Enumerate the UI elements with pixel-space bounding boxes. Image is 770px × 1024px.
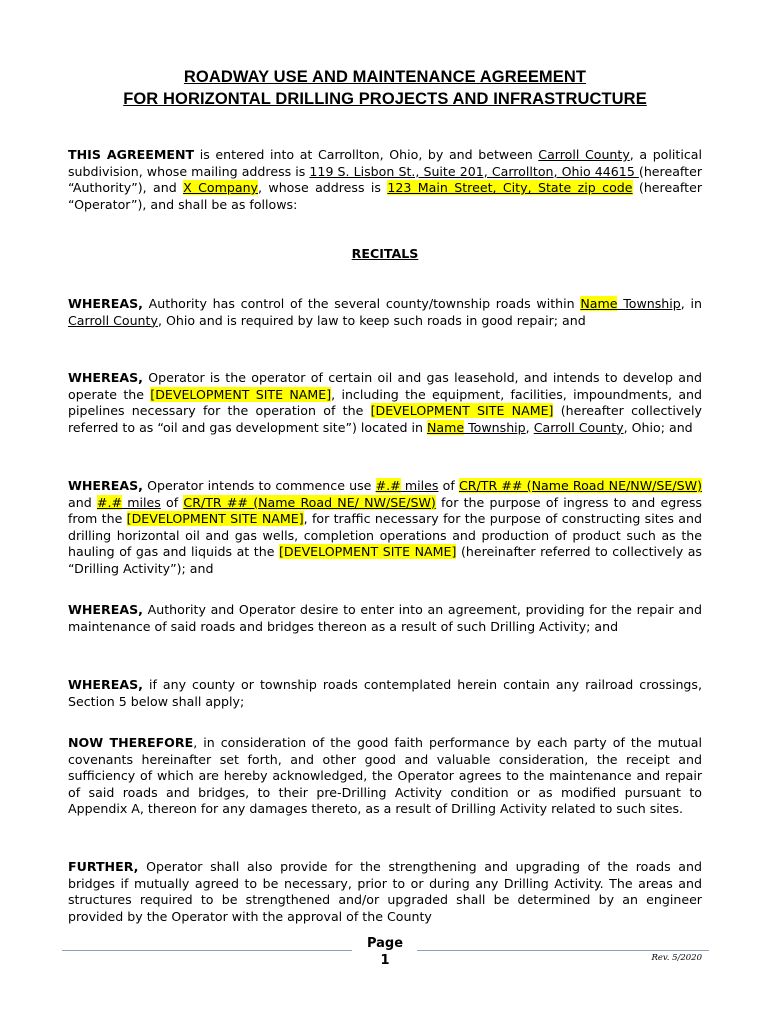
now-therefore-paragraph: NOW THEREFORE, in consideration of the good faith performance by each party of the mutual covenants hereinafter set forth, and other good and valuable consideration, the receipt and sufficiency of which are hereby acknowledged, the Operator agrees to the maintenance and repair of said roads and bridges, to their pre-Drilling Activity condition or as modified pursuant to Appendix A, thereon for any damages thereto, as a result of Drilling Activity related to such sites. (68, 735, 702, 817)
company-name-field: X Company (183, 180, 259, 196)
revision-label: Rev. 5/2020 (651, 953, 702, 963)
further-paragraph: FURTHER, Operator shall also provide for the strengthening and upgrading of the roads and bridges if mutually agreed to be necessary, prior to or during any Drilling Activity. The areas and structures required to be strengthened and/or upgraded shall be determined by an engineer provided by the Operator with the approval of the County (68, 859, 702, 924)
page-number-value: 1 (380, 953, 390, 968)
development-site-field: [DEVELOPMENT SITE NAME] (126, 511, 304, 527)
operator-address-field: 123 Main Street, City, State zip code (387, 180, 633, 196)
miles-field: #.# (96, 494, 123, 510)
footer-divider-right (417, 950, 709, 951)
authority-address: 119 S. Lisbon St., Suite 201, Carrollton, Ohio 44615 (309, 163, 639, 179)
whereas-paragraph-4: WHEREAS, Authority and Operator desire to enter into an agreement, providing for the repair and maintenance of said roads and bridges thereon as a result of such Drilling Activity; and (68, 602, 702, 634)
county-name: Carroll County (538, 147, 630, 162)
whereas-paragraph-3: WHEREAS, Operator intends to commence use #.# miles of CR/TR ## (Name Road NE/NW/SE/SW) and #.# miles of CR/TR ## (Name Road NE/ NW/SE/SW) for the purpose of ingress to and egress from the [DEVELOPMENT SITE NAME], for traffic necessary for the purpose of constructing sites and drilling horizontal oil and gas wells, completion operations and production of product such as the hauling of gas and liquids at the [DEVELOPMENT SITE NAME] (hereinafter referred to collectively as “Drilling Activity”); and (68, 478, 702, 576)
footer-divider-left (62, 950, 352, 951)
development-site-field: [DEVELOPMENT SITE NAME] (370, 403, 554, 419)
whereas-paragraph-1: WHEREAS, Authority has control of the several county/township roads within Name Township, in Carroll County, Ohio and is required by law to keep such roads in good repair; and (68, 296, 702, 328)
intro-paragraph: THIS AGREEMENT is entered into at Carrollton, Ohio, by and between Carroll County, a political subdivision, whose mailing address is 119 S. Lisbon St., Suite 201, Carrollton, Ohio 44615 (hereafter “Authority”), and X Company, whose address is 123 Main Street, City, State zip code (hereafter “Operator”), and shall be as follows: (68, 147, 702, 212)
township-name-field: Name (580, 296, 618, 311)
whereas-paragraph-5: WHEREAS, if any county or township roads contemplated herein contain any railroad crossings, Section 5 below shall apply; (68, 677, 702, 709)
page-label: Page (366, 936, 404, 951)
document-title-line-1: ROADWAY USE AND MAINTENANCE AGREEMENT (183, 68, 587, 86)
development-site-field: [DEVELOPMENT SITE NAME] (150, 386, 332, 402)
whereas-paragraph-2: WHEREAS, Operator is the operator of certain oil and gas leasehold, and intends to develop and operate the [DEVELOPMENT SITE NAME], including the equipment, facilities, impoundments, and pipelines necessary for the operation of the [DEVELOPMENT SITE NAME] (hereafter collectively referred to as “oil and gas development site”) located in Name Township, Carroll County, Ohio; and (68, 370, 703, 435)
document-title-line-2: FOR HORIZONTAL DRILLING PROJECTS AND INFRASTRUCTURE (123, 90, 647, 108)
miles-field: #.# (375, 478, 401, 493)
road-name-field: CR/TR ## (Name Road NE/NW/SE/SW) (458, 478, 702, 493)
development-site-field: [DEVELOPMENT SITE NAME] (279, 544, 457, 560)
page-number (355, 935, 415, 969)
road-name-field: CR/TR ## (Name Road NE/ NW/SE/SW) (183, 494, 436, 510)
intro-lead: THIS AGREEMENT (68, 147, 195, 162)
township-name-field: Name (426, 419, 465, 435)
recitals-heading: RECITALS (351, 246, 419, 261)
